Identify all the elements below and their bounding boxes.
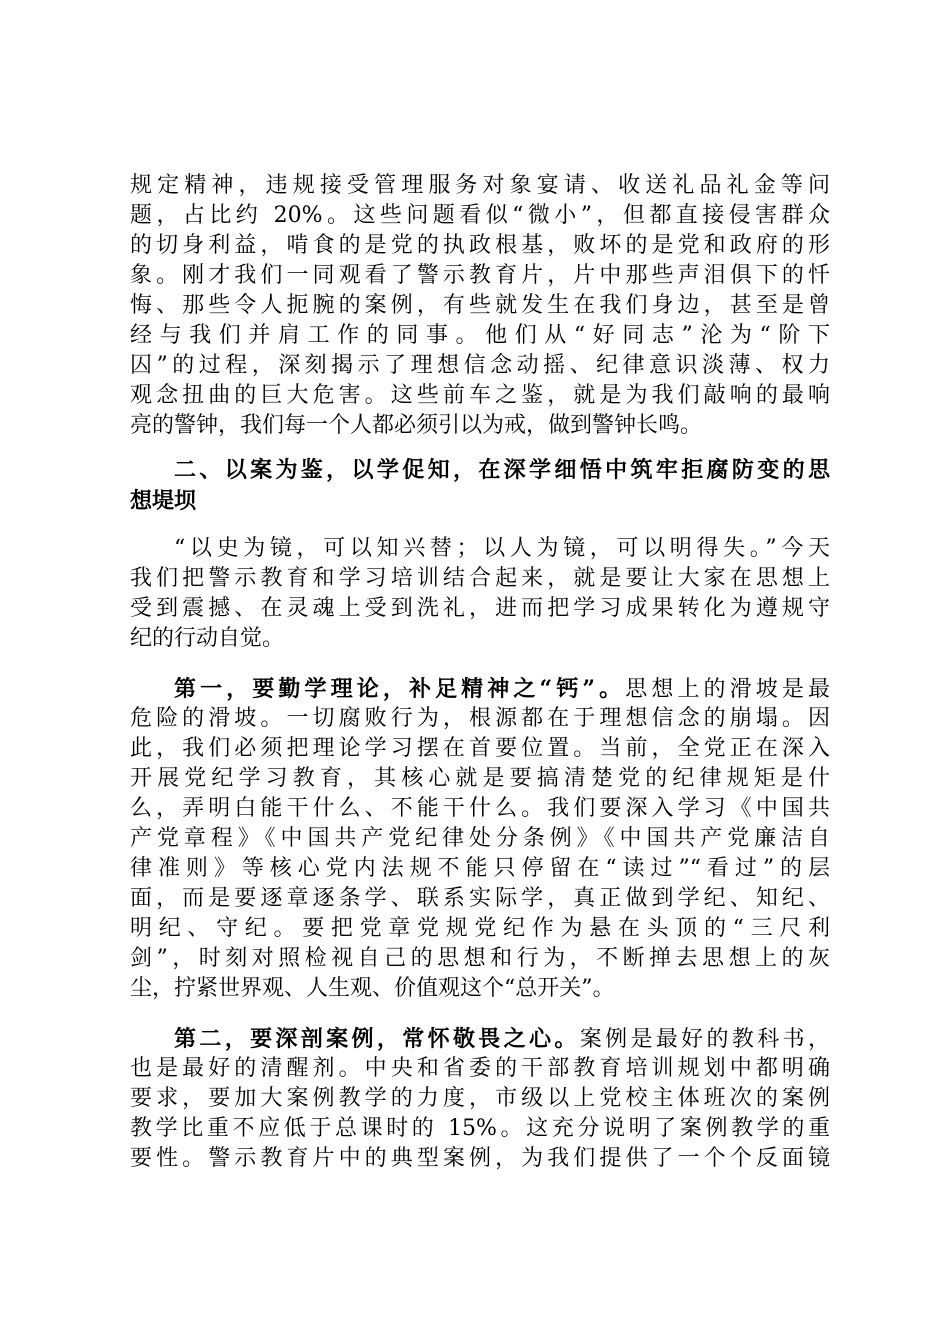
text-line: “以史为镜，可以知兴替；以人为镜，可以明得失。”今天 [174, 536, 830, 561]
text-line: 产党章程》《中国共产党纪律处分条例》《中国共产党廉洁自 [130, 826, 830, 851]
text-line: 囚”的过程，深刻揭示了理想信念动摇、纪律意识淡薄、权力 [130, 353, 830, 378]
text-line: 观念扭曲的巨大危害。这些前车之鉴，就是为我们敲响的最响 [130, 383, 830, 408]
text-line: 剑”，时刻对照检视自己的思想和行为，不断掸去思想上的灰 [130, 946, 830, 971]
text-line: 危险的滑坡。一切腐败行为，根源都在于理想信念的崩塌。因 [130, 706, 830, 731]
text-line: 明纪、守纪。要把党章党规党纪作为悬在头顶的“三尺利 [130, 916, 830, 941]
text-line: 么，弄明白能干什么、不能干什么。我们要深入学习《中国共 [130, 796, 830, 821]
text-line: 亮的警钟，我们每一个人都必须引以为戒，做到警钟长鸣。 [130, 413, 703, 438]
text-line: 悔、那些令人扼腕的案例，有些就发生在我们身边，甚至是曾 [130, 293, 830, 318]
bold-lead: 第二，要深剖案例，常怀敬畏之心。 [174, 1026, 580, 1052]
text-line: 规定精神，违规接受管理服务对象宴请、收送礼品礼金等问 [130, 173, 830, 198]
heading-line: 二、以案为鉴，以学促知，在深学细悟中筑牢拒腐防变的思 [174, 457, 830, 483]
text-line: 此，我们必须把理论学习摆在首要位置。当前，全党正在深入 [130, 736, 830, 761]
text-line: 要求，要加大案例教学的力度，市级以上党校主体班次的案例 [130, 1086, 830, 1111]
text-line: 面，而是要逐章逐条学、联系实际学，真正做到学纪、知纪、 [130, 886, 830, 911]
text-line [174, 1024, 830, 1054]
text-line: 要性。警示教育片中的典型案例，为我们提供了一个个反面镜 [130, 1146, 830, 1171]
text-line: 也是最好的清醒剂。中央和省委的干部教育培训规划中都明确 [130, 1056, 830, 1081]
text-line: 开展党纪学习教育，其核心就是要搞清楚党的纪律规矩是什 [130, 766, 830, 791]
text-line: 受到震撼、在灵魂上受到洗礼，进而把学习成果转化为遵规守 [130, 596, 830, 621]
text-line: 象。刚才我们一同观看了警示教育片，片中那些声泪俱下的忏 [130, 263, 830, 288]
lead-continuation: 思想上的滑坡是最 [625, 677, 830, 702]
bold-lead: 第一，要勤学理论，补足精神之“钙”。 [174, 676, 626, 702]
text-line: 题，占比约 20%。这些问题看似“微小”，但都直接侵害群众 [130, 203, 830, 228]
heading-line: 想堤坝 [130, 488, 197, 514]
text-line: 我们把警示教育和学习培训结合起来，就是要让大家在思想上 [130, 566, 830, 591]
text-line: 教学比重不应低于总课时的 15%。这充分说明了案例教学的重 [130, 1116, 830, 1141]
text-line: 经与我们并肩工作的同事。他们从“好同志”沦为“阶下 [130, 323, 830, 348]
text-line: 尘，拧紧世界观、人生观、价值观这个“总开关”。 [130, 976, 615, 1001]
text-line: 的切身利益，啃食的是党的执政根基，败坏的是党和政府的形 [130, 233, 830, 258]
lead-continuation: 案例是最好的教科书， [579, 1027, 830, 1052]
text-line [174, 674, 830, 704]
text-line: 纪的行动自觉。 [130, 626, 285, 651]
text-line: 律准则》等核心党内法规不能只停留在“读过”“看过”的层 [130, 856, 830, 881]
